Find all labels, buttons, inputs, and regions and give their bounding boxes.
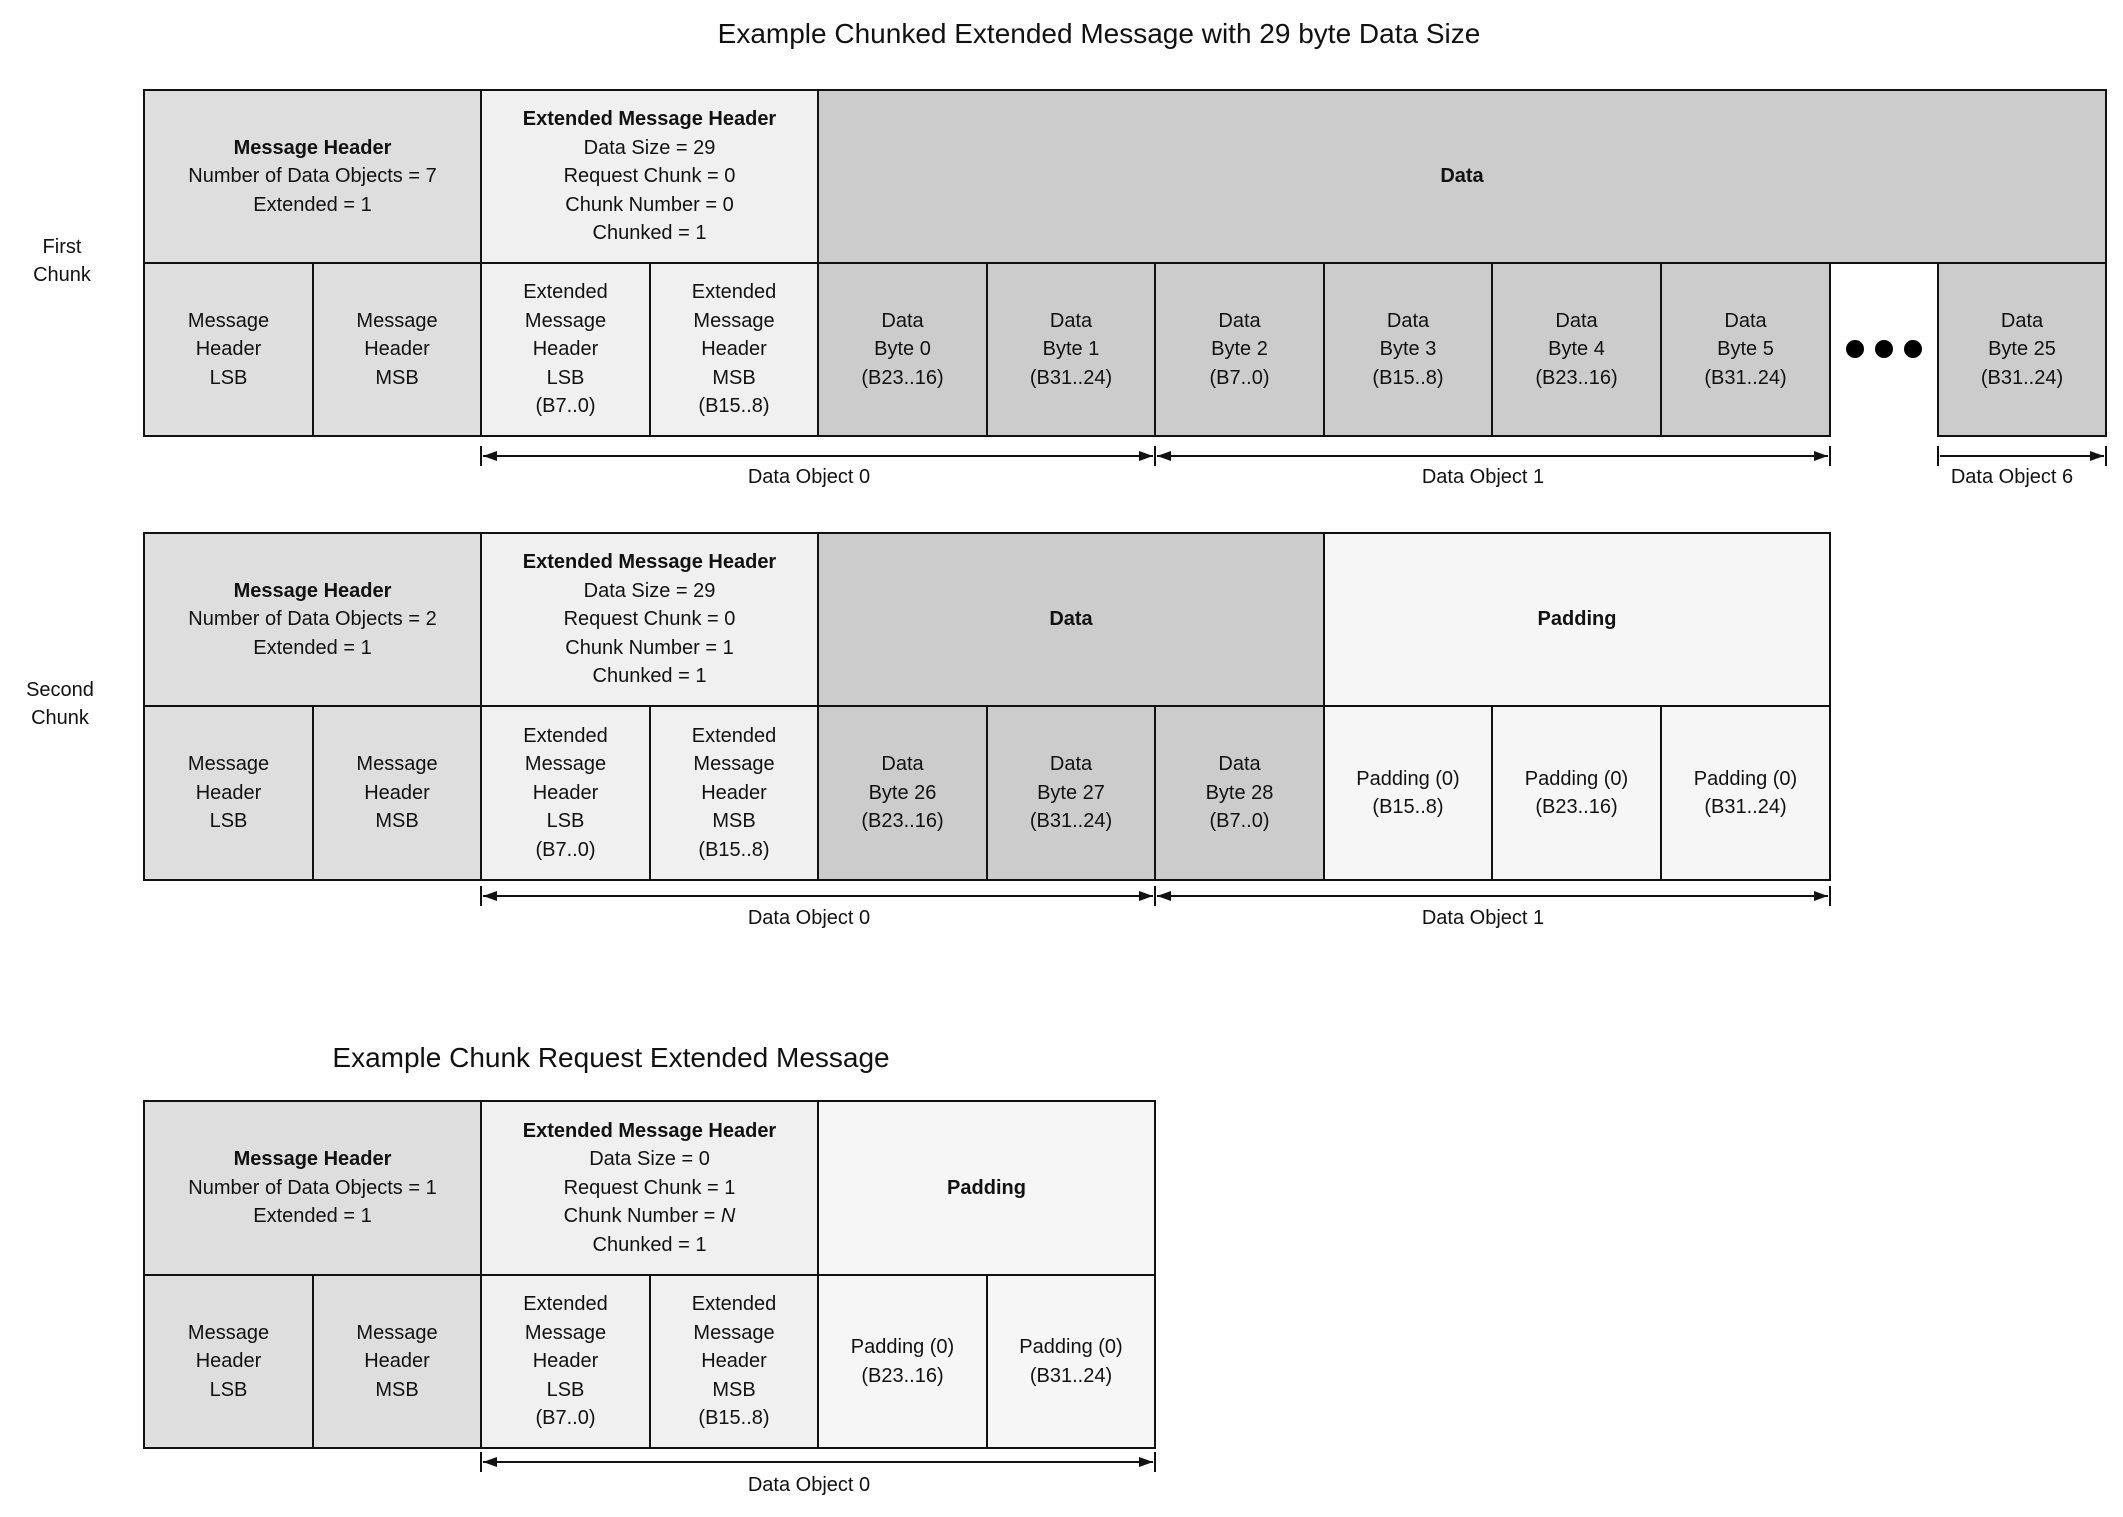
first-data-block: Data <box>817 89 2107 264</box>
request-msg-header-lsb: Message Header LSB <box>143 1274 314 1449</box>
second-chunk-label: Second Chunk <box>26 679 94 729</box>
chunk-request-title: Example Chunk Request Extended Message <box>332 1042 890 1073</box>
first-extended-header: Extended Message Header Data Size = 29 Request Chunk = 0 Chunk Number = 0 Chunked = 1 <box>480 89 819 264</box>
first-data-byte-25: Data Byte 25 (B31..24) <box>1937 262 2107 437</box>
arrowhead <box>1814 451 1828 461</box>
first-data-byte-1: Data Byte 1 (B31..24) <box>986 262 1156 437</box>
first-data-byte-3: Data Byte 3 (B15..8) <box>1323 262 1493 437</box>
first-data-byte-5: Data Byte 5 (B31..24) <box>1660 262 1831 437</box>
arrowhead <box>1814 891 1828 901</box>
request-ext-header-msb: Extended Message Header MSB (B15..8) <box>649 1274 819 1449</box>
request-extended-header: Extended Message Header Data Size = 0 Request Chunk = 1 Chunk Number = N Chunked = 1 <box>480 1100 819 1276</box>
first-chunk-label: First Chunk <box>33 236 91 286</box>
first-data-object-0-label: Data Object 0 <box>747 466 871 488</box>
request-msg-header-msb: Message Header MSB <box>312 1274 482 1449</box>
arrowhead <box>2090 451 2104 461</box>
request-message-header: Message Header Number of Data Objects = 1 Extended = 1 <box>143 1100 482 1276</box>
first-ext-header-msb: Extended Message Header MSB (B15..8) <box>649 262 819 437</box>
first-data-object-6-label: Data Object 6 <box>1950 466 2074 488</box>
request-padding-block: Padding <box>817 1100 1156 1276</box>
arrowhead <box>1139 1457 1153 1467</box>
arrowhead <box>483 891 497 901</box>
arrowhead <box>1139 451 1153 461</box>
first-data-byte-0: Data Byte 0 (B23..16) <box>817 262 988 437</box>
second-data-block: Data <box>817 532 1325 707</box>
second-msg-header-lsb: Message Header LSB <box>143 705 314 881</box>
second-data-byte-26: Data Byte 26 (B23..16) <box>817 705 988 881</box>
arrowhead <box>1139 891 1153 901</box>
second-padding-block: Padding <box>1323 532 1831 707</box>
arrowhead <box>483 451 497 461</box>
request-padding-byte: Padding (0) (B23..16) <box>817 1274 988 1449</box>
arrowhead <box>1157 891 1171 901</box>
first-msg-header-msb: Message Header MSB <box>312 262 482 437</box>
first-ext-header-lsb: Extended Message Header LSB (B7..0) <box>480 262 651 437</box>
first-data-object-1-label: Data Object 1 <box>1421 466 1545 488</box>
first-data-byte-2: Data Byte 2 (B7..0) <box>1154 262 1325 437</box>
arrowhead <box>483 1457 497 1467</box>
second-ext-header-msb: Extended Message Header MSB (B15..8) <box>649 705 819 881</box>
second-data-byte-28: Data Byte 28 (B7..0) <box>1154 705 1325 881</box>
second-padding-byte: Padding (0) (B15..8) <box>1323 705 1493 881</box>
second-ext-header-lsb: Extended Message Header LSB (B7..0) <box>480 705 651 881</box>
second-data-byte-27: Data Byte 27 (B31..24) <box>986 705 1156 881</box>
second-extended-header: Extended Message Header Data Size = 29 Request Chunk = 0 Chunk Number = 1 Chunked = 1 <box>480 532 819 707</box>
second-msg-header-msb: Message Header MSB <box>312 705 482 881</box>
chunked-message-title: Example Chunked Extended Message with 29 byte Data Size <box>717 18 1481 49</box>
first-message-header: Message Header Number of Data Objects = 7 Extended = 1 <box>143 89 482 264</box>
request-padding-byte: Padding (0) (B31..24) <box>986 1274 1156 1449</box>
request-data-object-0-label: Data Object 0 <box>747 1474 871 1496</box>
arrowhead <box>1157 451 1171 461</box>
second-data-object-1-label: Data Object 1 <box>1421 907 1545 929</box>
second-data-object-0-label: Data Object 0 <box>747 907 871 929</box>
first-msg-header-lsb: Message Header LSB <box>143 262 314 437</box>
first-data-byte-4: Data Byte 4 (B23..16) <box>1491 262 1662 437</box>
second-padding-byte: Padding (0) (B23..16) <box>1491 705 1662 881</box>
request-ext-header-lsb: Extended Message Header LSB (B7..0) <box>480 1274 651 1449</box>
second-padding-byte: Padding (0) (B31..24) <box>1660 705 1831 881</box>
second-message-header: Message Header Number of Data Objects = 2 Extended = 1 <box>143 532 482 707</box>
